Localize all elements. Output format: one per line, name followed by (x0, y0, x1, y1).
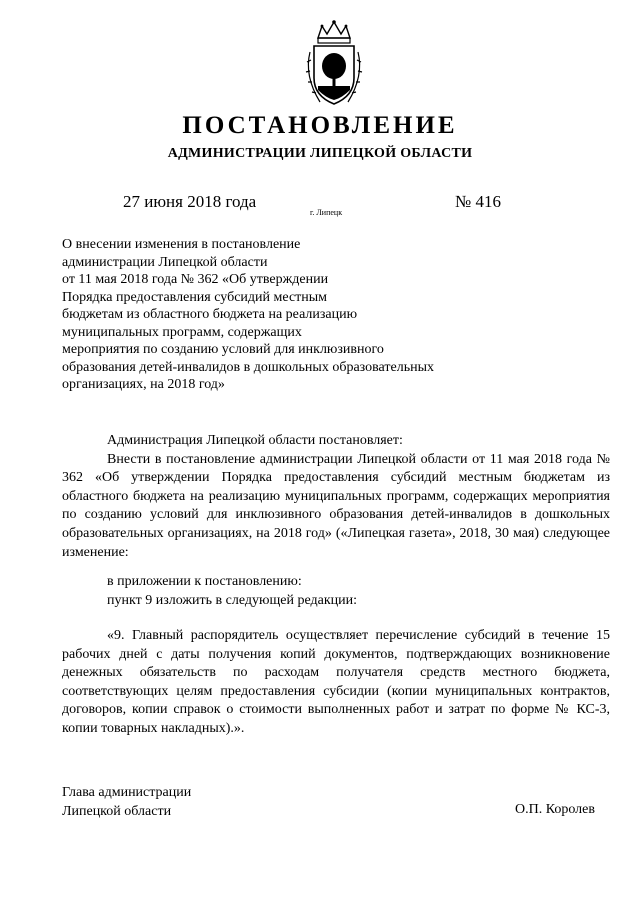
subject-line: Порядка предоставления субсидий местным (62, 289, 328, 305)
document-city: г. Липецк (310, 208, 343, 217)
decree-body (62, 432, 610, 562)
document-subject (62, 236, 482, 394)
quote-paragraph: «9. Главный распорядитель осуществляет перечисление субсидий в течение 15 рабочих дней с даты получения копий документов, подтверждающих возникновение денежных обязательств по расходам получателя средств местного бюджета, соответствующих целям предоставления субсидии (копии муниципальных контрактов, договоров, копии справок о стоимости выполненных работ и затрат по форме № КС-3, копии товарных накладных).». (62, 628, 610, 736)
position-line: Липецкой области (62, 803, 172, 819)
subject-line: бюджетам из областного бюджета на реализацию (62, 307, 358, 322)
issuing-authority: АДМИНИСТРАЦИИ ЛИПЕЦКОЙ ОБЛАСТИ (167, 146, 473, 161)
subject-line: организациях, на 2018 год» (62, 377, 225, 392)
lipetsk-coat-of-arms-icon (300, 18, 368, 108)
quoted-clause (62, 627, 610, 739)
subject-line: мероприятия по созданию условий для инклюзивного (62, 342, 384, 357)
subject-line: О внесении изменения в постановление (62, 237, 301, 252)
subject-line: администрации Липецкой области (62, 254, 268, 270)
document-title: ПОСТАНОВЛЕНИЕ (182, 112, 458, 139)
appendix-line: в приложении к постановлению: (107, 574, 302, 589)
position-line: Глава администрации (62, 785, 192, 800)
decree-intro: Администрация Липецкой области постановляет: (107, 433, 403, 448)
signatory-name: О.П. Королев (515, 802, 595, 817)
main-paragraph: Внести в постановление администрации Липецкой области от 11 мая 2018 года № 362 «Об утверждении Порядка предоставления субсидий местным бюджетам из областного бюджета на реализацию муниципальных программ, содержащих мероприятия по созданию условий для инклюзивного образования детей-инвалидов в дошкольных образовательных организациях, на 2018 год» («Липецкая газета», 2018, 30 мая) следующее изменение: (62, 451, 610, 560)
subject-line: образования детей-инвалидов в дошкольных образовательных (62, 359, 434, 375)
document-date: 27 июня 2018 года (123, 192, 257, 211)
signatory-position (62, 784, 191, 821)
document-number: № 416 (455, 192, 501, 211)
point-line: пункт 9 изложить в следующей редакции: (107, 592, 357, 608)
amendment-block (62, 573, 610, 610)
subject-line: муниципальных программ, содержащих (62, 324, 302, 340)
subject-line: от 11 мая 2018 года № 362 «Об утверждении (62, 272, 329, 287)
